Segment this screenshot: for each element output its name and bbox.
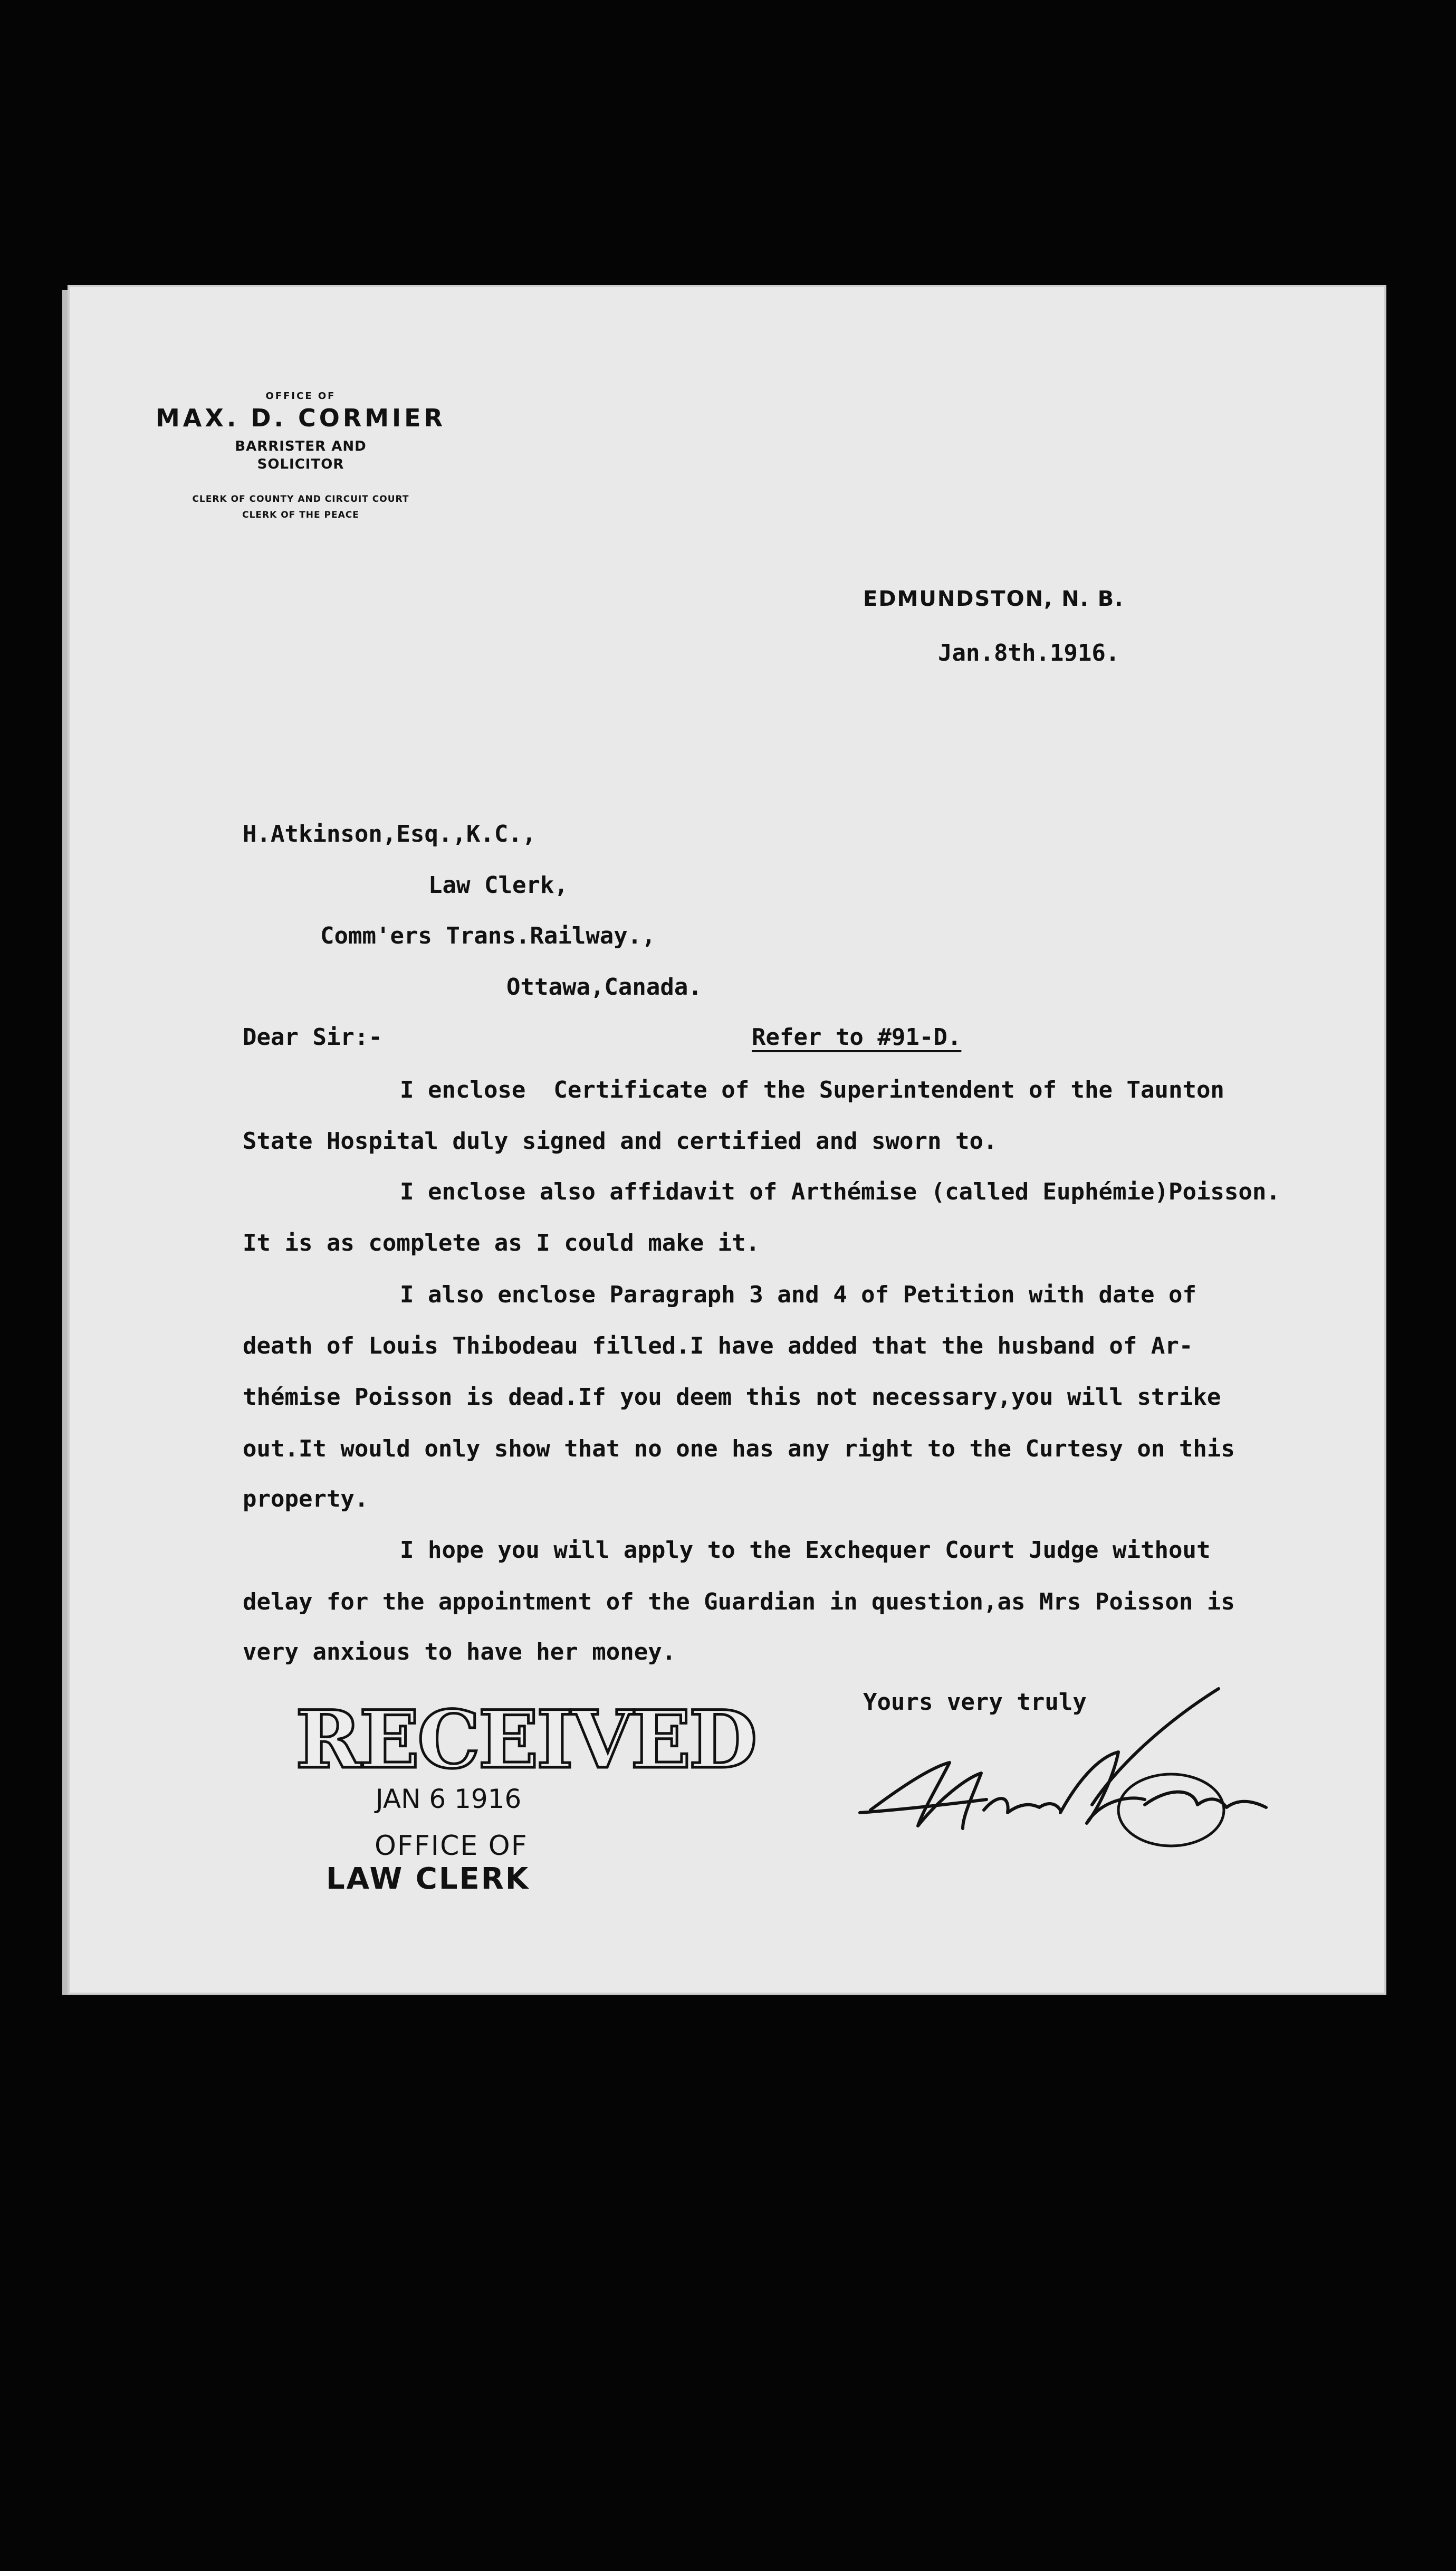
received-stamp-office: OFFICE OF [375,1830,528,1862]
body-line-1: I enclose Certificate of the Superintendent of the Taunton [400,1077,1224,1103]
body-line-11: delay for the appointment of the Guardian in question,as Mrs Poisson is [243,1588,1235,1615]
reference-number: Refer to #91-D. [752,1024,962,1051]
salutation: Dear Sir:- [243,1024,382,1051]
letterhead-clerk-2: CLERK OF THE PEACE [242,510,359,520]
letterhead-name: MAX. D. CORMIER [155,404,446,432]
received-stamp: RECEIVED [295,1693,755,1786]
body-line-7: thémise Poisson is dead.If you deem this not necessary,you will strike [243,1384,1221,1411]
letterhead [111,391,491,523]
letterhead-office-of: OFFICE OF [265,391,336,402]
letterhead-title-2: SOLICITOR [257,456,344,472]
received-stamp-law-clerk: LAW CLERK [326,1862,530,1896]
letter-place: EDMUNDSTON, N. B. [863,587,1124,611]
letterhead-clerk-1: CLERK OF COUNTY AND CIRCUIT COURT [192,494,409,504]
signature [849,1678,1282,1873]
body-line-8: out.It would only show that no one has any right to the Curtesy on this [243,1435,1235,1462]
address-line-2: Law Clerk, [428,872,568,899]
address-line-3: Comm'ers Trans.Railway., [320,922,656,949]
body-line-6: death of Louis Thibodeau filled.I have added that the husband of Ar- [243,1332,1193,1359]
body-line-10: I hope you will apply to the Exchequer Court Judge without [400,1537,1211,1564]
body-line-2: State Hospital duly signed and certified and sworn to. [243,1128,998,1155]
body-line-5: I also enclose Paragraph 3 and 4 of Petition with date of [400,1281,1196,1308]
address-line-1: H.Atkinson,Esq.,K.C., [243,821,537,848]
body-line-4: It is as complete as I could make it. [243,1230,760,1256]
body-line-12: very anxious to have her money. [243,1639,676,1665]
body-line-9: property. [243,1486,369,1512]
letterhead-title-1: BARRISTER AND [235,439,367,454]
closing: Yours very truly [863,1689,1087,1716]
body-line-3: I enclose also affidavit of Arthémise (called Euphémie)Poisson. [400,1178,1280,1205]
letter-date: Jan.8th.1916. [938,640,1120,666]
received-stamp-date: JAN 6 1916 [376,1784,522,1814]
address-line-4: Ottawa,Canada. [506,974,702,1001]
